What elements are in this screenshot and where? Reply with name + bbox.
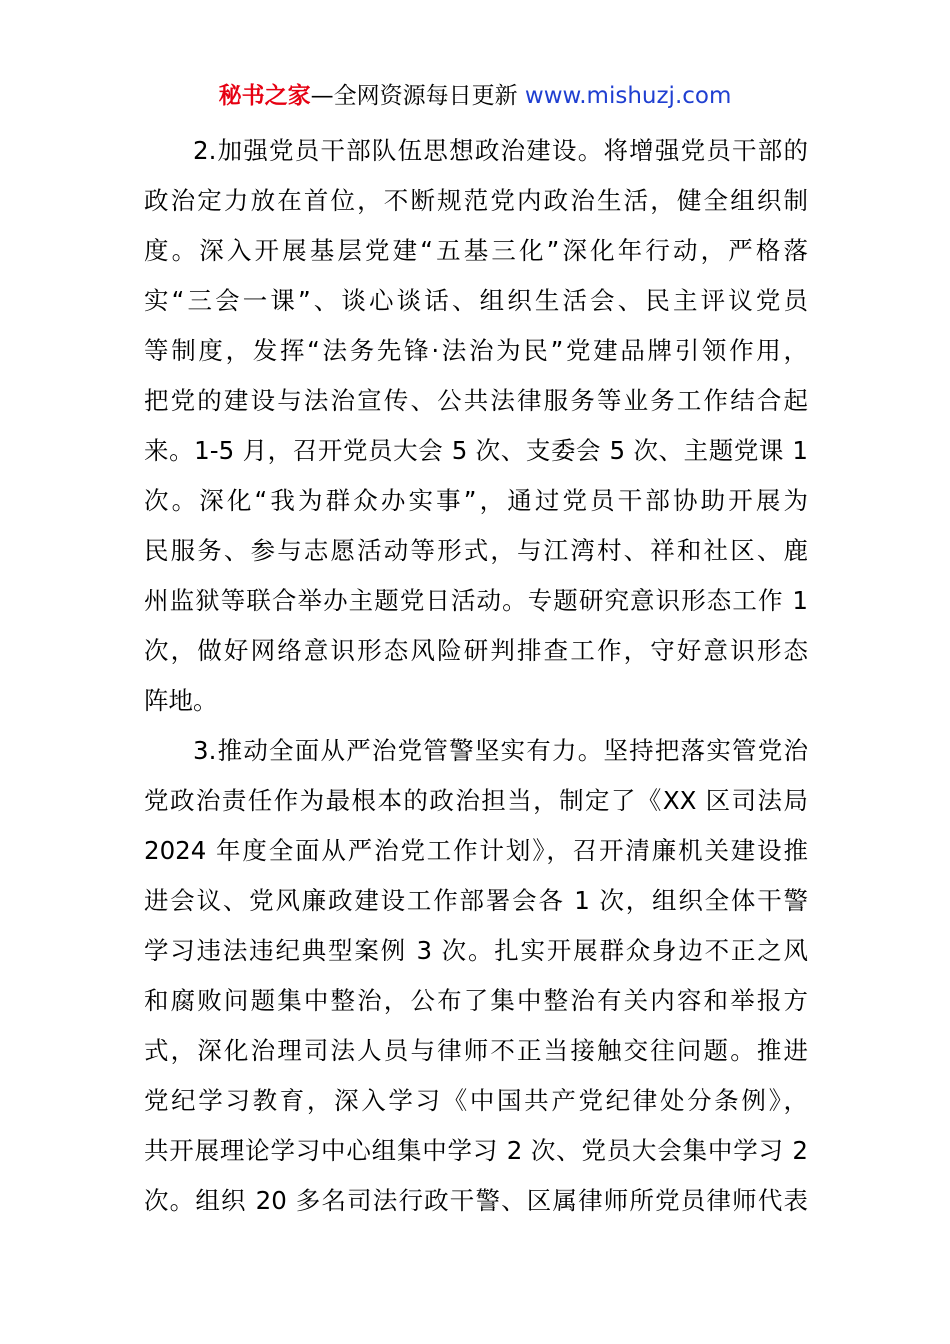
text-line: 实“三会一课”、谈心谈话、组织生活会、民主评议党员: [144, 286, 808, 315]
text-line: 和腐败问题集中整治，公布了集中整治有关内容和举报方: [144, 986, 808, 1015]
text-line: 3.推动全面从严治党管警坚实有力。坚持把落实管党治: [193, 736, 808, 765]
text-line: 等制度，发挥“法务先锋·法治为民”党建品牌引领作用，: [144, 336, 808, 365]
text-line: 次。组织 20 多名司法行政干警、区属律师所党员律师代表: [144, 1186, 808, 1215]
paragraph-1: [144, 126, 808, 726]
text-line: 共开展理论学习中心组集中学习 2 次、党员大会集中学习 2: [144, 1136, 808, 1165]
text-line: 把党的建设与法治宣传、公共法律服务等业务工作结合起: [144, 386, 808, 415]
site-url-link[interactable]: www.mishuzj.com: [524, 83, 732, 109]
text-line: 次，做好网络意识形态风险研判排查工作，守好意识形态: [144, 636, 808, 665]
text-line: 党纪学习教育，深入学习《中国共产党纪律处分条例》，: [144, 1086, 808, 1115]
text-line: 政治定力放在首位，不断规范党内政治生活，健全组织制: [144, 186, 808, 215]
text-line: 度。深入开展基层党建“五基三化”深化年行动，严格落: [144, 236, 808, 265]
text-line: 州监狱等联合举办主题党日活动。专题研究意识形态工作 1: [144, 586, 808, 615]
text-line: 来。1-5 月，召开党员大会 5 次、支委会 5 次、主题党课 1: [144, 436, 808, 465]
text-line: 次。深化“我为群众办实事”，通过党员干部协助开展为: [144, 486, 808, 515]
text-line: 民服务、参与志愿活动等形式，与江湾村、祥和社区、鹿: [144, 536, 808, 565]
text-line: 式，深化治理司法人员与律师不正当接触交往问题。推进: [144, 1036, 808, 1065]
site-brand: 秘书之家: [218, 83, 311, 109]
site-header: [0, 80, 950, 112]
text-line: 进会议、党风廉政建设工作部署会各 1 次，组织全体干警: [144, 886, 808, 915]
text-line: 2024 年度全面从严治党工作计划》，召开清廉机关建设推: [144, 836, 808, 865]
text-line: 阵地。: [144, 686, 218, 715]
text-line: 学习违法违纪典型案例 3 次。扎实开展群众身边不正之风: [144, 936, 808, 965]
text-line: 2.加强党员干部队伍思想政治建设。将增强党员干部的: [193, 136, 808, 165]
paragraph-2: [144, 726, 808, 1226]
document-body: [144, 126, 808, 1226]
site-slogan: —全网资源每日更新: [310, 83, 518, 109]
text-line: 党政治责任作为最根本的政治担当，制定了《XX 区司法局: [144, 786, 808, 815]
